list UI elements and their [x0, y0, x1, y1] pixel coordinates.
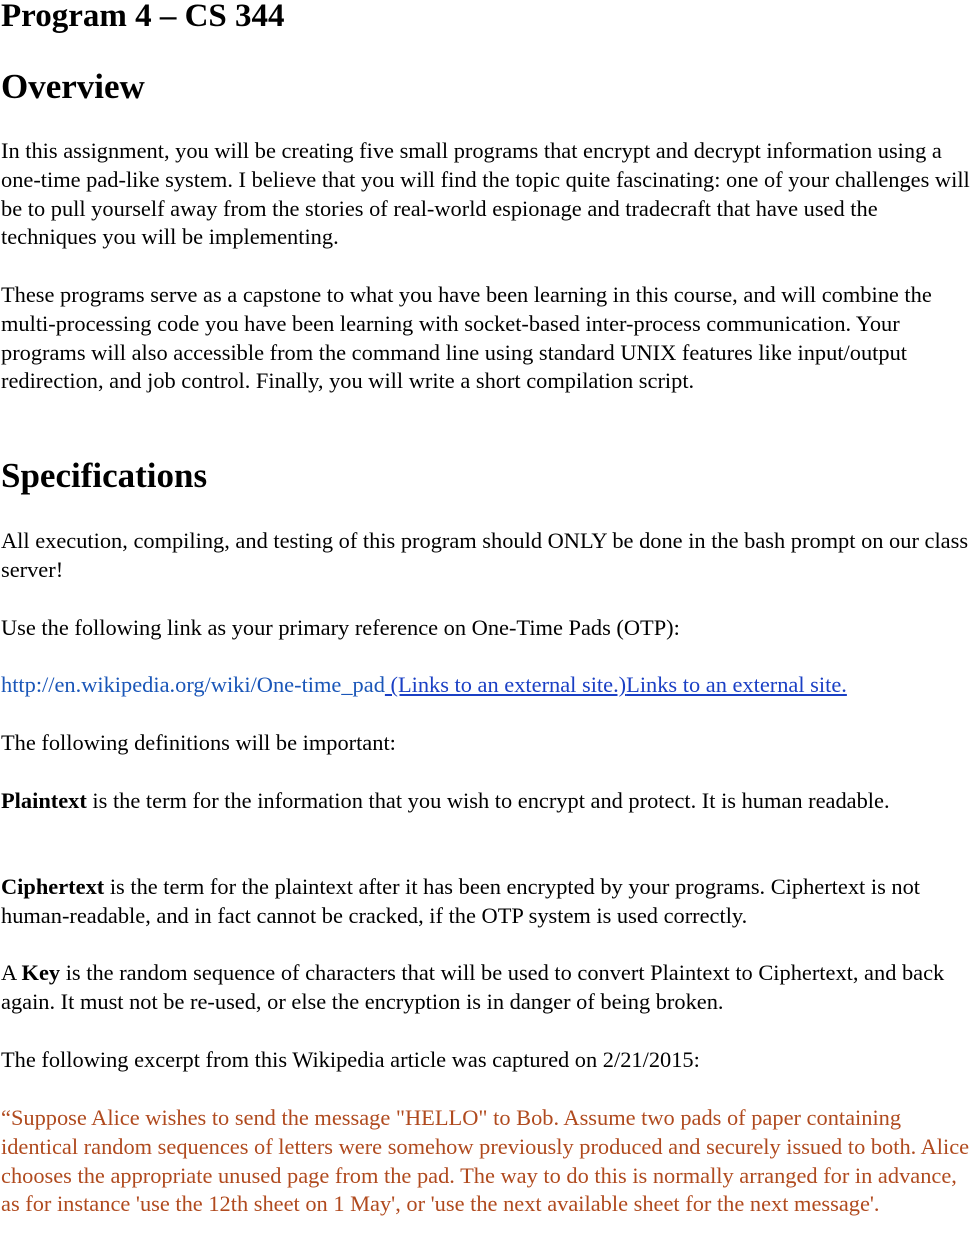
overview-paragraph-2: These programs serve as a capstone to what you have been learning in this course, and will combine the multi-processing code you have been learning with socket-based inter-process communication. Your programs will also accessible from the command line using standard UNIX features like input/output redirection, and job control. Finally, you will write a short compilation script.	[1, 282, 932, 394]
plaintext-text: is the term for the information that you wish to encrypt and protect. It is human readable.	[86, 788, 890, 813]
ciphertext-term: Ciphertext	[1, 874, 105, 899]
wikipedia-quote: “Suppose Alice wishes to send the message "HELLO" to Bob. Assume two pads of paper containing identical random sequences of letters were somehow previously produced and securely issued to both. Alice chooses the appropriate unused page from the pad. The way to do this is normally arranged for in advance, as for instance 'use the 12th sheet on 1 May', or 'use the next available sheet for the next message'.	[1, 1105, 970, 1217]
external-site-link-2[interactable]: Links to an external site.	[626, 672, 847, 697]
wikipedia-link[interactable]: http://en.wikipedia.org/wiki/One-time_pad	[1, 672, 385, 697]
specifications-paragraph-2: Use the following link as your primary reference on One-Time Pads (OTP):	[1, 615, 680, 640]
ciphertext-text: is the term for the plaintext after it has been encrypted by your programs. Ciphertext is not human-readable, and in fact cannot be cracked, if the OTP system is used correctly.	[1, 874, 921, 928]
plaintext-term: Plaintext	[1, 788, 87, 813]
key-definition	[1, 959, 972, 1017]
external-site-link-1[interactable]: (Links to an external site.)	[384, 672, 627, 697]
overview-paragraph-1: In this assignment, you will be creating five small programs that encrypt and decrypt information using a one-time pad-like system. I believe that you will find the topic quite fascinating: one of your challenges will be to pull yourself away from the stories of real-world espionage and tradecraft that have used the techniques you will be implementing.	[1, 138, 970, 250]
specifications-paragraph-1: All execution, compiling, and testing of this program should ONLY be done in the bash prompt on our class server!	[1, 528, 969, 582]
key-text: is the random sequence of characters that will be used to convert Plaintext to Ciphertext, and back again. It must not be re-used, or else the encryption is in danger of being broken.	[1, 960, 945, 1014]
ciphertext-definition	[1, 873, 972, 931]
specifications-heading: Specifications	[1, 456, 208, 495]
plaintext-definition	[1, 787, 972, 816]
overview-heading: Overview	[1, 67, 145, 106]
key-term: Key	[21, 960, 61, 985]
reference-link-line	[1, 671, 972, 700]
excerpt-intro: The following excerpt from this Wikipedia article was captured on 2/21/2015:	[1, 1047, 700, 1072]
key-prefix: A	[1, 960, 22, 985]
page-title: Program 4 – CS 344	[1, 0, 285, 34]
definitions-intro: The following definitions will be important:	[1, 730, 396, 755]
